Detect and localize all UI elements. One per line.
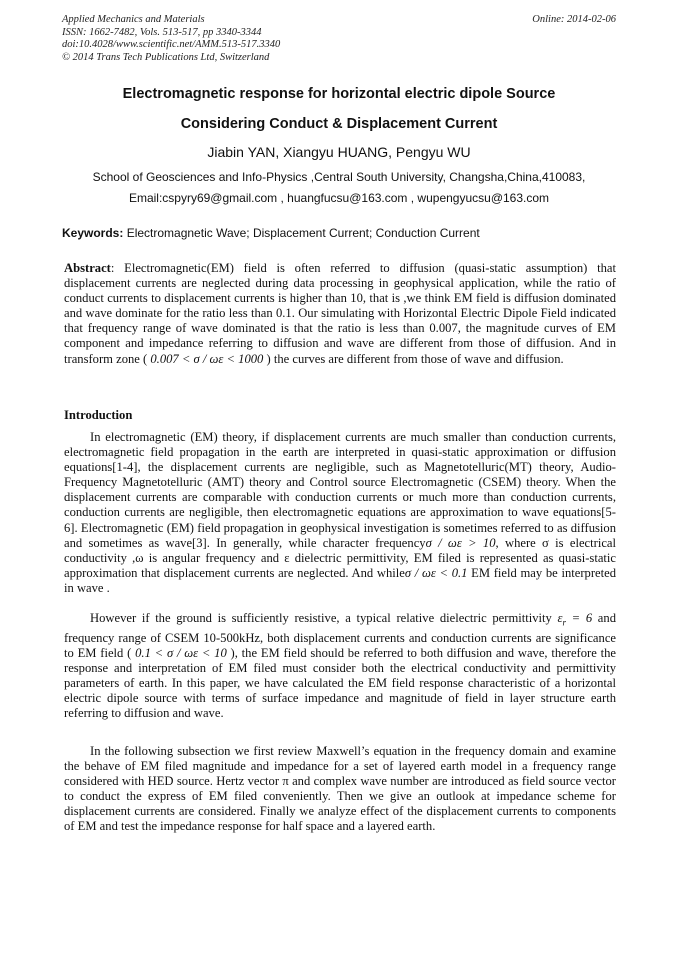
formula-permittivity: $\varepsilon_r = 6$ [557,611,593,628]
abstract-formula: 0.007 < σ / ωε < 1000 [150,351,264,366]
keywords-text: Electromagnetic Wave; Displacement Current; Conduction Current [123,226,480,240]
journal-doi: doi:10.4028/www.scientific.net/AMM.513-517.3340 [62,39,281,50]
abstract-text: : Electromagnetic(EM) field is often referred to diffusion (quasi-static assumption) that displacement currents are neglected during data processing in geophysical application, while the ratio of conduct currents to displacement currents is higher than 10, that is ,we think EM field is diffusion dominated and wave dominate for the ratio less than 0.1. Our simulating with Horizontal Electric Dipole Field indicated that frequency range of wave dominated is that the ratio is less than 0.007, the magnitude curves of EM component and impedance referring to diffusion and wave are different from those of diffusion. And in transform zone ( [64,261,616,366]
section-heading-introduction: Introduction [64,408,133,422]
abstract-text-end: ) the curves are different from those of wave and diffusion. [263,351,564,366]
paper-title-line-1: Electromagnetic response for horizontal electric dipole Source [122,86,556,102]
journal-copyright: © 2014 Trans Tech Publications Ltd, Switzerland [62,51,270,63]
paper-emails: Email:cspyry69@gmail.com , huangfucsu@163.com , wupengyucsu@163.com [128,191,550,205]
paper-title-line-2: Considering Conduct & Displacement Current [180,116,498,132]
online-date: Online: 2014-02-06 [532,14,616,25]
formula-diffusion-condition: σ / ωε > 10 [425,535,496,550]
journal-name: Applied Mechanics and Materials [62,14,205,25]
intro-paragraph-2: However if the ground is sufficiently resistive, a typical relative dielectric permittivity $\varepsilon_r = 6$ and frequency range of CSEM 10-500kHz, both displacement currents and conduction currents are significance to EM field ( 0.1 < σ / ωε < 10 ), the EM field should be referred to both diffusion and wave, therefore the response and interpretation of EM filed must consider both the electrical conductivity and permittivity parameters of earth. In this paper, we have calculated the EM field response characteristic of a horizontal electric dipole source with terms of surface impedance and magnitude of field in layer structure earth referring to diffusion and wave. [64,611,616,721]
abstract [64,261,616,367]
abstract-label: Abstract [64,261,111,275]
paper-authors: Jiabin YAN, Xiangyu HUANG, Pengyu WU [207,144,471,160]
journal-issn: ISSN: 1662-7482, Vols. 513-517, pp 3340-3344 [62,26,262,38]
keywords-label: Keywords: [62,226,124,240]
formula-transition-zone: 0.1 < σ / ωε < 10 [135,645,227,660]
intro-paragraph-1: In electromagnetic (EM) theory, if displacement currents are much smaller than conduction currents, electromagnetic field propagation in the earth are interpreted in quasi-static approximation or diffusion equations[1-4], the displacement currents are negligible, such as Magnetotelluric(MT) theory, Audio-Frequency Magnetotelluric (AMT) theory and Control source Electromagnetic (CSEM) theory. When the displacement currents are comparable with conduction currents or much more than conduction currents, conduction currents are negligible, then electromagnetic equations are approximation to wave equations[5-6]. Electromagnetic (EM) field propagation in geophysical investigation is sometimes referred to as diffusion and sometimes as wave[3]. In generally, while character frequencyσ / ωε > 10, where σ is electrical conductivity ,ω is angular frequency and ε dielectric permittivity, EM filed is represented as quasi-static approximation that displacement currents are neglected. And whileσ / ωε < 0.1 EM field may be interpreted in wave . [64,430,617,595]
intro-paragraph-3: In the following subsection we first review Maxwell’s equation in the frequency domain and examine the behave of EM filed magnitude and impedance for a set of layered earth model in a frequency range considered with HED source. Hertz vector π and complex wave number are introduced as field source vector to conduct the express of EM filed conveniently. Then we give an outlook at impedance scheme for displacement currents are considered. Finally we analyze effect of the displacement currents to components of EM and test the impedance response for half space and a layered earth. [64,744,616,834]
formula-wave-condition: σ / ωε < 0.1 [404,565,468,580]
keywords [62,226,617,240]
journal-header [62,14,280,64]
paper-affiliation: School of Geosciences and Info-Physics ,Central South University, Changsha,China,410083, [92,170,586,184]
